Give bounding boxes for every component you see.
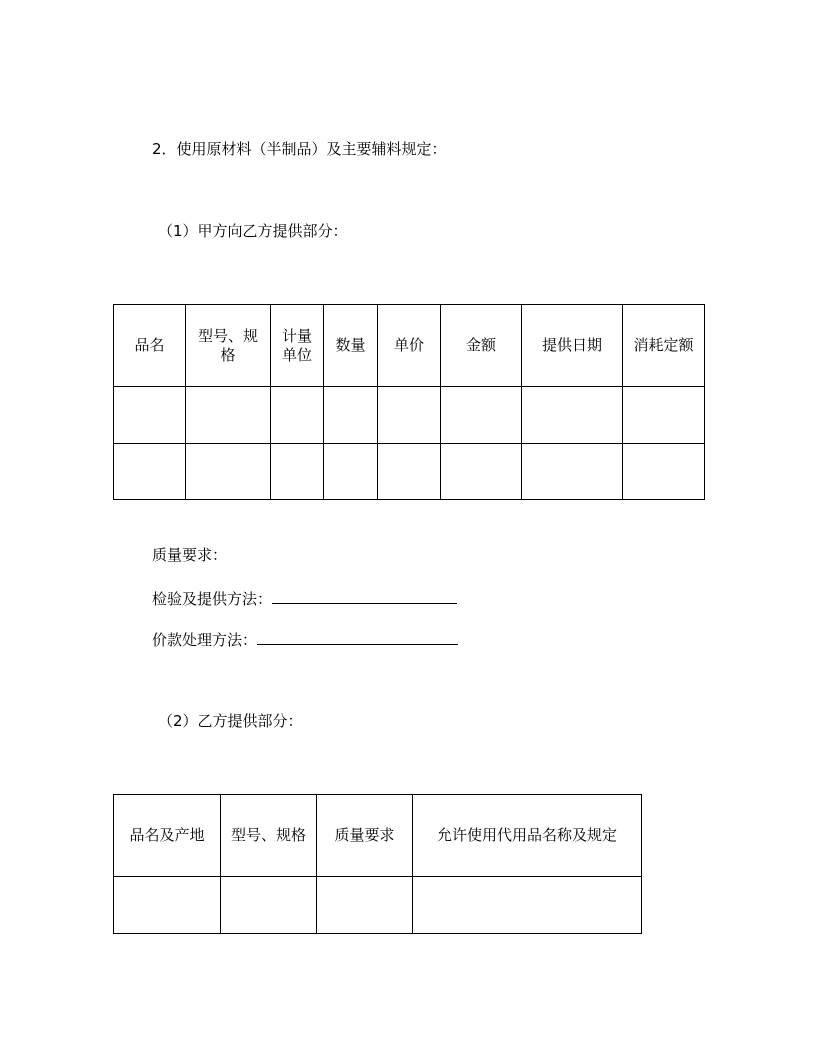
table-cell[interactable] bbox=[623, 444, 705, 500]
header-cell-amount bbox=[441, 305, 522, 387]
section-heading: 2．使用原材料（半制品）及主要辅料规定： bbox=[152, 140, 447, 158]
subsection-heading-party-b: （2）乙方提供部分： bbox=[158, 712, 303, 730]
table-cell[interactable] bbox=[114, 877, 221, 934]
table-cell[interactable] bbox=[623, 387, 705, 444]
table-cell[interactable] bbox=[114, 387, 186, 444]
table-cell[interactable] bbox=[271, 387, 324, 444]
table-header-row bbox=[114, 305, 705, 387]
table-header-row bbox=[114, 795, 642, 877]
table-cell[interactable] bbox=[221, 877, 317, 934]
header-text: 金额 bbox=[465, 336, 496, 354]
header-cell-model-spec bbox=[186, 305, 271, 387]
table-cell[interactable] bbox=[522, 444, 623, 500]
header-cell-model-spec: 型号、规格 bbox=[221, 795, 317, 877]
header-text: 数量 bbox=[335, 336, 366, 354]
header-text: 单位 bbox=[281, 345, 312, 364]
header-text: 消耗定额 bbox=[633, 336, 694, 354]
inspection-method-blank[interactable] bbox=[272, 588, 457, 604]
header-cell-supply-date bbox=[522, 305, 623, 387]
table-cell[interactable] bbox=[324, 387, 378, 444]
table-cell[interactable] bbox=[114, 444, 186, 500]
header-text: 格 bbox=[220, 345, 236, 364]
header-cell-substitute-rules: 允许使用代用品名称及规定 bbox=[413, 795, 642, 877]
header-cell-quality-requirement: 质量要求 bbox=[317, 795, 413, 877]
header-text: 型号、规 bbox=[197, 326, 258, 345]
payment-method-blank[interactable] bbox=[257, 629, 458, 645]
quality-requirement-label: 质量要求： bbox=[152, 546, 228, 564]
table-cell[interactable] bbox=[324, 444, 378, 500]
table-cell[interactable] bbox=[378, 444, 441, 500]
table-cell[interactable] bbox=[413, 877, 642, 934]
header-cell-unit-price bbox=[378, 305, 441, 387]
payment-method-label: 价款处理方法： bbox=[152, 631, 258, 649]
party-a-materials-table bbox=[113, 304, 705, 500]
inspection-method-label: 检验及提供方法： bbox=[152, 590, 273, 608]
header-text: 计量 bbox=[281, 326, 312, 345]
table-cell[interactable] bbox=[271, 444, 324, 500]
table-cell[interactable] bbox=[186, 387, 271, 444]
subsection-heading-party-a: （1）甲方向乙方提供部分： bbox=[158, 222, 348, 240]
table-cell[interactable] bbox=[186, 444, 271, 500]
payment-method-line bbox=[152, 629, 458, 649]
header-cell-consumption-quota bbox=[623, 305, 705, 387]
table-row bbox=[114, 877, 642, 934]
header-cell-unit bbox=[271, 305, 324, 387]
header-text: 提供日期 bbox=[541, 336, 602, 354]
inspection-method-line bbox=[152, 588, 457, 608]
table-cell[interactable] bbox=[441, 387, 522, 444]
header-cell-name-origin: 品名及产地 bbox=[114, 795, 221, 877]
table-row bbox=[114, 444, 705, 500]
header-text: 品名 bbox=[134, 336, 165, 354]
header-text: 单价 bbox=[393, 336, 424, 354]
header-cell-product-name bbox=[114, 305, 186, 387]
table-cell[interactable] bbox=[441, 444, 522, 500]
party-b-materials-table bbox=[113, 794, 642, 934]
table-cell[interactable] bbox=[378, 387, 441, 444]
table-cell[interactable] bbox=[522, 387, 623, 444]
table-row bbox=[114, 387, 705, 444]
table-cell[interactable] bbox=[317, 877, 413, 934]
header-cell-quantity bbox=[324, 305, 378, 387]
